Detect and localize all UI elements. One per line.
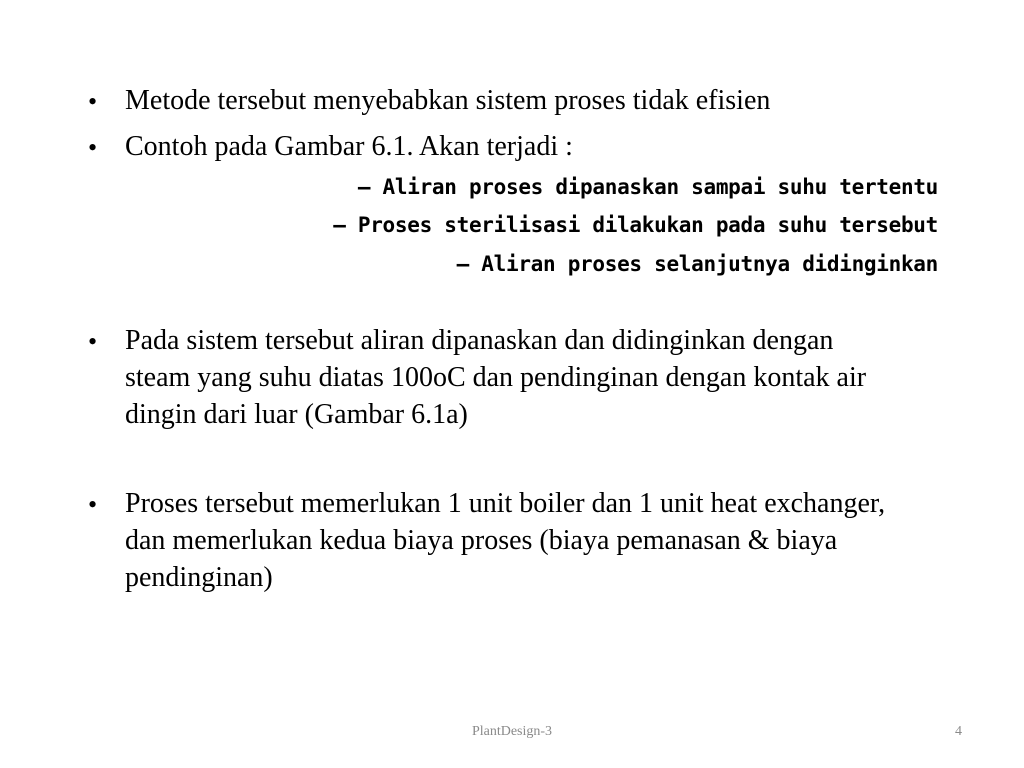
bullet-marker: • bbox=[88, 490, 98, 519]
bullet-text: Metode tersebut menyebabkan sistem proses tidak efisien bbox=[125, 85, 771, 116]
bullet-marker: • bbox=[88, 327, 98, 356]
sub-item-1: – Aliran proses dipanaskan sampai suhu tertentu bbox=[357, 175, 938, 199]
bullet-marker: • bbox=[88, 133, 98, 162]
bullet-text: Contoh pada Gambar 6.1. Akan terjadi : bbox=[125, 131, 573, 162]
sub-item-2: – Proses sterilisasi dilakukan pada suhu tersebut bbox=[333, 213, 938, 237]
page-number: 4 bbox=[955, 724, 962, 739]
footer-title: PlantDesign-3 bbox=[471, 724, 553, 739]
bullet-text: Pada sistem tersebut aliran dipanaskan dan didinginkan dengan steam yang suhu diatas 100oC dan pendinginan dengan kontak air dingin dari luar (Gambar 6.1a) bbox=[125, 325, 867, 430]
sub-item-3: – Aliran proses selanjutnya didinginkan bbox=[456, 252, 938, 276]
bullet-marker: • bbox=[88, 87, 98, 116]
bullet-text: Proses tersebut memerlukan 1 unit boiler dan 1 unit heat exchanger, dan memerlukan kedua biaya proses (biaya pemanasan & biaya pendinginan) bbox=[125, 488, 886, 593]
